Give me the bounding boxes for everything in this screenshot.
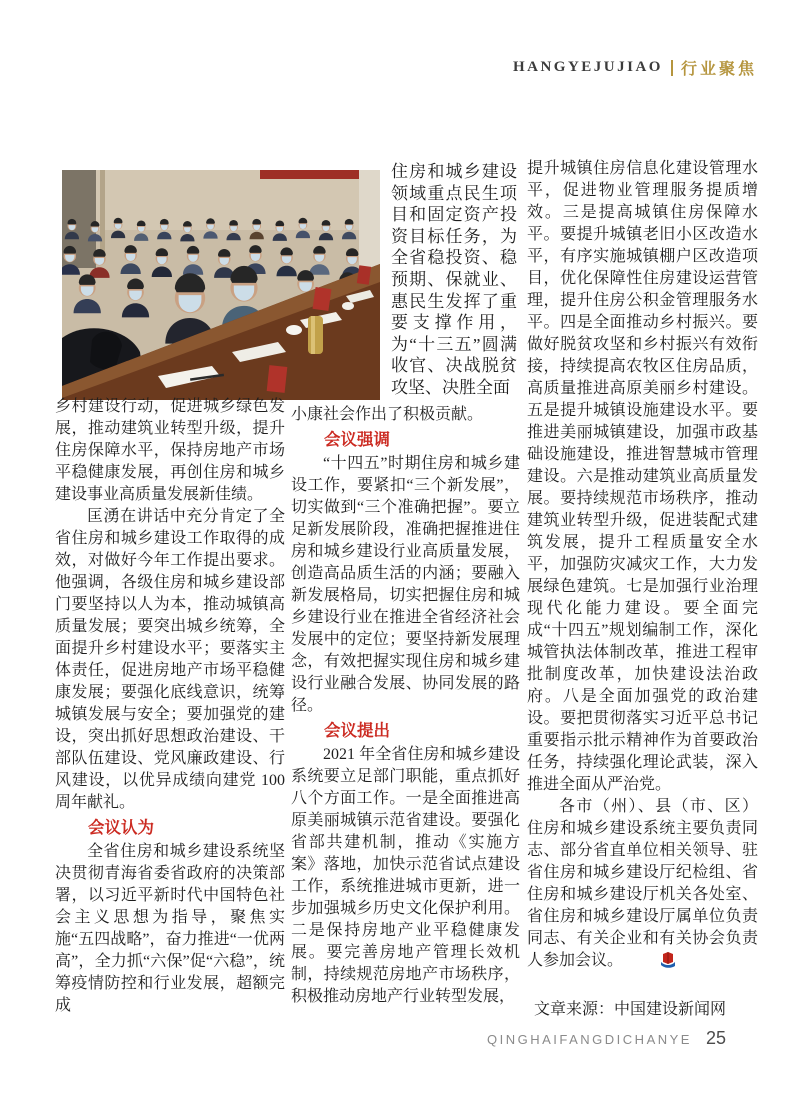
paragraph-right-2-text: 各市（州）、县（市、区）住房和城乡建设系统主要负责同志、部分省直单位相关领导、驻省住房和城乡建设厅纪检组、省住房和城乡建设厅机关各处室、省住房和城乡建设厅属单位负责同志、有关企业和有关协会负责人参加会议。 [527,798,758,969]
paragraph-left-1: 乡村建设行动，促进城乡绿色发展，推动建筑业转型升级，提升住房保障水平，保持房地产市场平稳健康发展，再创住房和城乡建设事业高质量发展新佳绩。 [55,398,285,503]
paragraph-left-3: 全省住房和城乡建设系统坚决贯彻青海省委省政府的决策部署，以习近平新时代中国特色社会主义思想为指导，聚焦实施“五四战略”，奋力推进“一优两高”，全力抓“六保”促“六稳”，统筹疫情防控和行业发展，超额完成 [55,843,285,1014]
meeting-photo-illustration [62,170,380,400]
article-source: 文章来源：中国建设新闻网 [533,1001,726,1018]
section-title-chinese: 行业聚焦 [680,61,757,78]
paragraph-left-2: 匡湧在讲话中充分肯定了全省住房和城乡建设工作取得的成效，对做好今年工作提出要求。他强调，各级住房和城乡建设部门要坚持以人为本，推动城镇高质量发展；要突出城乡统筹，全面提升乡村建设水平；要落实主体责任，促进房地产市场平稳健康发展；要强化底线意识，统筹城镇发展与安全；要加强党的建设，突出抓好思想政治建设、干部队伍建设、党风廉政建设、行风建设，以优异成绩向建党 100 周年献礼。 [55,508,285,811]
paragraph-middle-2: “十四五”时期住房和城乡建设工作，要紧扣“三个新发展”，切实做到“三个准确把握”。要立足新发展阶段，准确把握推进住房和城乡建设行业高质量发展，创造高品质生活的内涵；要融入新发展格局，切实把握住房和城乡建设行业在推进全省经济社会发展中的定位；要坚持新发展理念，有效把握实现住房和城乡建设行业融合发展、协同发展的路径。 [291,455,520,714]
section-title-pinyin: HANGYEJUJIAO [512,59,663,75]
paragraph-middle-1: 小康社会作出了积极贡献。 [291,406,484,423]
column-middle [291,404,520,1008]
subhead-meeting-believes: 会议认为 [88,818,154,837]
page-footer [487,1028,726,1049]
paragraph-middle-3: 2021 年全省住房和城乡建设系统要立足部门职能，重点抓好八个方面工作。一是全面推进高原美丽城镇示范省建设。要强化省部共建机制，推动《实施方案》落地，加快示范省试点建设工作，系统推进城市更新，进一步加强城乡历史文化保护利用。二是保持房地产业平稳健康发展。要完善房地产管理长效机制，持续规范房地产市场秩序，积极推动房地产行业转型发展， [291,746,520,1005]
subhead-meeting-proposes: 会议提出 [324,721,390,740]
column-left [55,396,285,1017]
column-right [527,158,758,1021]
header-divider [671,60,673,76]
meeting-photo [62,170,380,400]
paragraph-right-1: 提升城镇住房信息化建设管理水平，促进物业管理服务提质增效。三是提高城镇住房保障水平。要提升城镇老旧小区改造水平，有序实施城镇棚户区改造项目，优化保障性住房建设运营管理，提升住房公积金管理服务水平。四是全面推动乡村振兴。要做好脱贫攻坚和乡村振兴有效衔接，持续提高农牧区住房品质，高质量推进高原美丽乡村建设。五是提升城镇设施建设水平。要推进美丽城镇建设，加强市政基础设施建设，推进智慧城市管理建设。六是推动建筑业高质量发展。要持续规范市场秩序，推动建筑业转型升级，促进装配式建筑发展，提升工程质量安全水平，加强防灾减灾工作，大力发展绿色建筑。七是加强行业治理现代化能力建设。要全面完成“十四五”规划编制工作，深化城管执法体制改革，推进工程审批制度改革，加快建设法治政府。八是全面加强党的政治建设。要把贯彻落实习近平总书记重要指示批示精神作为首要政治任务，持续强化理论武装，深入推进全面从严治党。 [527,160,758,793]
article-end-logo-icon [627,952,677,975]
page-header [513,56,757,79]
subhead-meeting-stresses: 会议强调 [324,430,390,449]
paragraph-right-2 [527,796,758,975]
page-number: 25 [705,1028,726,1048]
journal-name: QINGHAIFANGDICHANYE [487,1032,692,1047]
paragraph-photo-side: 住房和城乡建设领域重点民生项目和固定资产投资目标任务，为全省稳投资、稳预期、保就业、惠民生发挥了重要支撑作用，为“十三五”圆满收官、决战脱贫攻坚、决胜全面 [391,162,517,397]
column-beside-photo [391,161,517,399]
